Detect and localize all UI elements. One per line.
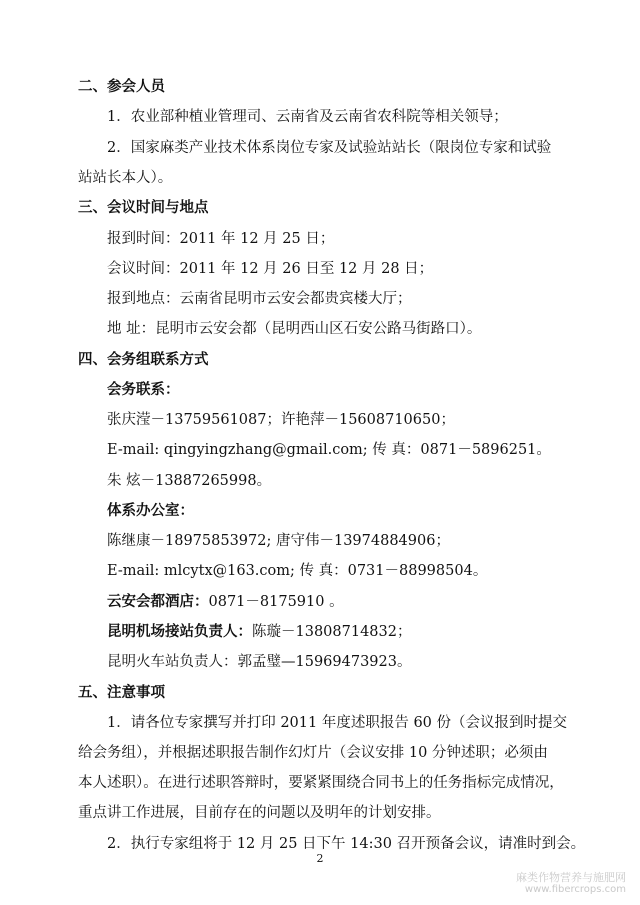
note-1-line-3: 本人述职）。在进行述职答辩时，要紧紧围绕合同书上的任务指标完成情况， <box>78 775 564 791</box>
airport-contact: 陈璇－13808714832； <box>252 624 412 640</box>
page-number: 2 <box>316 852 324 865</box>
note-1-line-4: 重点讲工作进展，目前存在的问题以及明年的计划安排。 <box>78 805 441 821</box>
attendee-item-2: 2．国家麻类产业技术体系岗位专家及试验站站长（限岗位专家和试验 <box>107 140 552 156</box>
hotel-line <box>107 592 344 612</box>
hotel-phone: 0871－8175910 。 <box>208 594 344 610</box>
section-heading-contacts: 四、会务组联系方式 <box>78 351 209 368</box>
airport-label: 昆明机场接站负责人： <box>107 623 252 640</box>
contact-line-2: E-mail: qingyingzhang@gmail.com; 传 真：0871－5896251。 <box>107 442 551 458</box>
hotel-label: 云安会都酒店： <box>107 593 209 610</box>
office-label: 体系办公室： <box>107 502 194 519</box>
section-heading-attendees: 二、参会人员 <box>78 78 165 95</box>
contact-label: 会务联系： <box>107 381 180 398</box>
section-heading-time-place: 三、会议时间与地点 <box>78 199 209 216</box>
airport-line <box>107 622 411 642</box>
address: 地 址：昆明市云安会都（昆明西山区石安公路马街路口）。 <box>107 321 482 337</box>
registration-place: 报到地点：云南省昆明市云安会都贵宾楼大厅； <box>107 291 412 307</box>
office-line-2: E-mail: mlcytx@163.com; 传 真：0731－88998504。 <box>107 563 488 579</box>
attendee-item-2-cont: 站站长本人）。 <box>78 170 173 186</box>
watermark-url: www.fibercrops.com <box>524 884 626 895</box>
meeting-time: 会议时间：2011 年 12 月 26 日至 12 月 28 日； <box>107 261 434 277</box>
contact-line-3: 朱 炫－13887265998。 <box>107 473 272 489</box>
attendee-item-1: 1．农业部种植业管理司、云南省及云南省农科院等相关领导； <box>107 109 508 125</box>
note-1-line-1: 1．请各位专家撰写并打印 2011 年度述职报告 60 份（会议报到时提交 <box>107 715 568 731</box>
note-1-line-2: 给会务组），并根据述职报告制作幻灯片（会议安排 10 分钟述职；必须由 <box>78 745 548 761</box>
watermark-title: 麻类作物营养与施肥网 <box>516 871 626 884</box>
train-station-line: 昆明火车站负责人：郭孟璧—15969473923。 <box>107 654 412 670</box>
office-line-1: 陈继康－18975853972; 唐守伟－13974884906； <box>107 533 450 549</box>
registration-time: 报到时间：2011 年 12 月 25 日； <box>107 231 335 247</box>
contact-line-1: 张庆滢－13759561087；许艳萍－15608710650； <box>107 412 455 428</box>
note-2: 2．执行专家组将于 12 月 25 日下午 14:30 召开预备会议，请准时到会。 <box>107 836 586 852</box>
section-heading-notes: 五、注意事项 <box>78 684 165 701</box>
